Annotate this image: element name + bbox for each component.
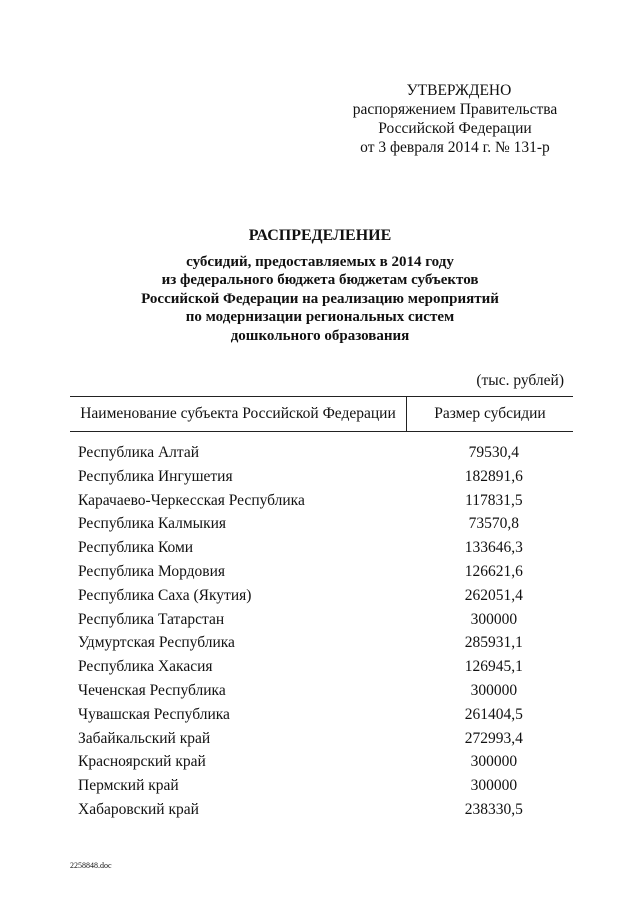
subsidy-amount: 238330,5: [464, 800, 523, 818]
subsidy-amount: 73570,8: [468, 515, 520, 533]
subsidy-amount: 285931,1: [464, 634, 523, 652]
region-name: Чувашская Республика: [78, 705, 230, 723]
header-subsidy-amount: Размер субсидии: [434, 405, 546, 422]
table-header: [70, 396, 573, 432]
table-row: [78, 658, 578, 682]
subsidy-amount: 300000: [470, 777, 518, 795]
subsidy-amount: 300000: [470, 681, 518, 699]
subsidy-amount: 79530,4: [468, 444, 520, 461]
subsidy-amount: 126621,6: [464, 562, 523, 580]
table-row: [78, 753, 578, 777]
subsidy-amount: 300000: [470, 610, 518, 628]
subsidy-amount: 133646,3: [464, 539, 523, 557]
region-name: Чеченская Республика: [78, 681, 226, 699]
main-title: РАСПРЕДЕЛЕНИЕ: [248, 227, 392, 244]
table-row: [78, 634, 578, 658]
region-name: Республика Коми: [78, 539, 194, 557]
region-name: Хабаровский край: [78, 800, 199, 818]
region-name: Удмуртская Республика: [78, 634, 235, 652]
region-name: Республика Саха (Якутия): [78, 586, 252, 604]
region-name: Республика Калмыкия: [78, 515, 227, 533]
subsidy-amount: 300000: [470, 753, 518, 771]
region-name: Республика Ингушетия: [78, 467, 233, 485]
table-body: [78, 444, 578, 825]
subsidy-amount: 182891,6: [464, 467, 523, 485]
table-row: [78, 492, 578, 516]
approved-heading: УТВЕРЖДЕНО: [406, 82, 512, 99]
subsidy-amount: 261404,5: [464, 705, 523, 723]
table-row: [78, 706, 578, 730]
subtitle-line-1: субсидий, предоставляемых в 2014 году: [186, 253, 454, 270]
table-row: [78, 801, 578, 825]
subsidy-amount: 117831,5: [465, 491, 523, 509]
region-name: Пермский край: [78, 777, 179, 795]
approval-line-1: распоряжением Правительства: [352, 101, 558, 118]
units-label: (тыс. рублей): [476, 372, 564, 389]
table-row: [78, 730, 578, 754]
table-row: [78, 563, 578, 587]
subtitle-line-5: дошкольного образования: [230, 327, 410, 344]
region-name: Карачаево-Черкесская Республика: [78, 491, 305, 509]
table-row: [78, 468, 578, 492]
region-name: Забайкальский край: [78, 729, 211, 747]
subtitle-line-4: по модернизации региональных систем: [185, 309, 455, 325]
table-row: [78, 682, 578, 706]
table-row: [78, 515, 578, 539]
subtitle-line-3: Российской Федерации на реализацию мероприятий: [141, 290, 499, 307]
approval-line-2: Российской Федерации: [378, 120, 532, 137]
header-region-name: Наименование субъекта Российской Федерации: [70, 397, 407, 431]
region-name: Республика Алтай: [78, 444, 200, 461]
subtitle-line-2: из федерального бюджета бюджетам субъектов: [161, 272, 479, 288]
table-row: [78, 611, 578, 635]
region-name: Республика Хакасия: [78, 658, 213, 676]
region-name: Красноярский край: [78, 753, 206, 771]
subsidy-amount: 262051,4: [464, 586, 523, 604]
region-name: Республика Татарстан: [78, 610, 225, 628]
approval-line-3: от 3 февраля 2014 г. № 131-р: [360, 139, 550, 156]
file-reference: 2258848.doc: [70, 861, 112, 870]
approval-stamp: [330, 81, 580, 157]
subsidy-amount: 272993,4: [464, 729, 523, 747]
table-row: [78, 777, 578, 801]
table-row: [78, 444, 578, 468]
table-row: [78, 539, 578, 563]
subsidy-amount: 126945,1: [464, 658, 523, 676]
document-title: [100, 227, 540, 345]
region-name: Республика Мордовия: [78, 562, 226, 580]
table-row: [78, 587, 578, 611]
